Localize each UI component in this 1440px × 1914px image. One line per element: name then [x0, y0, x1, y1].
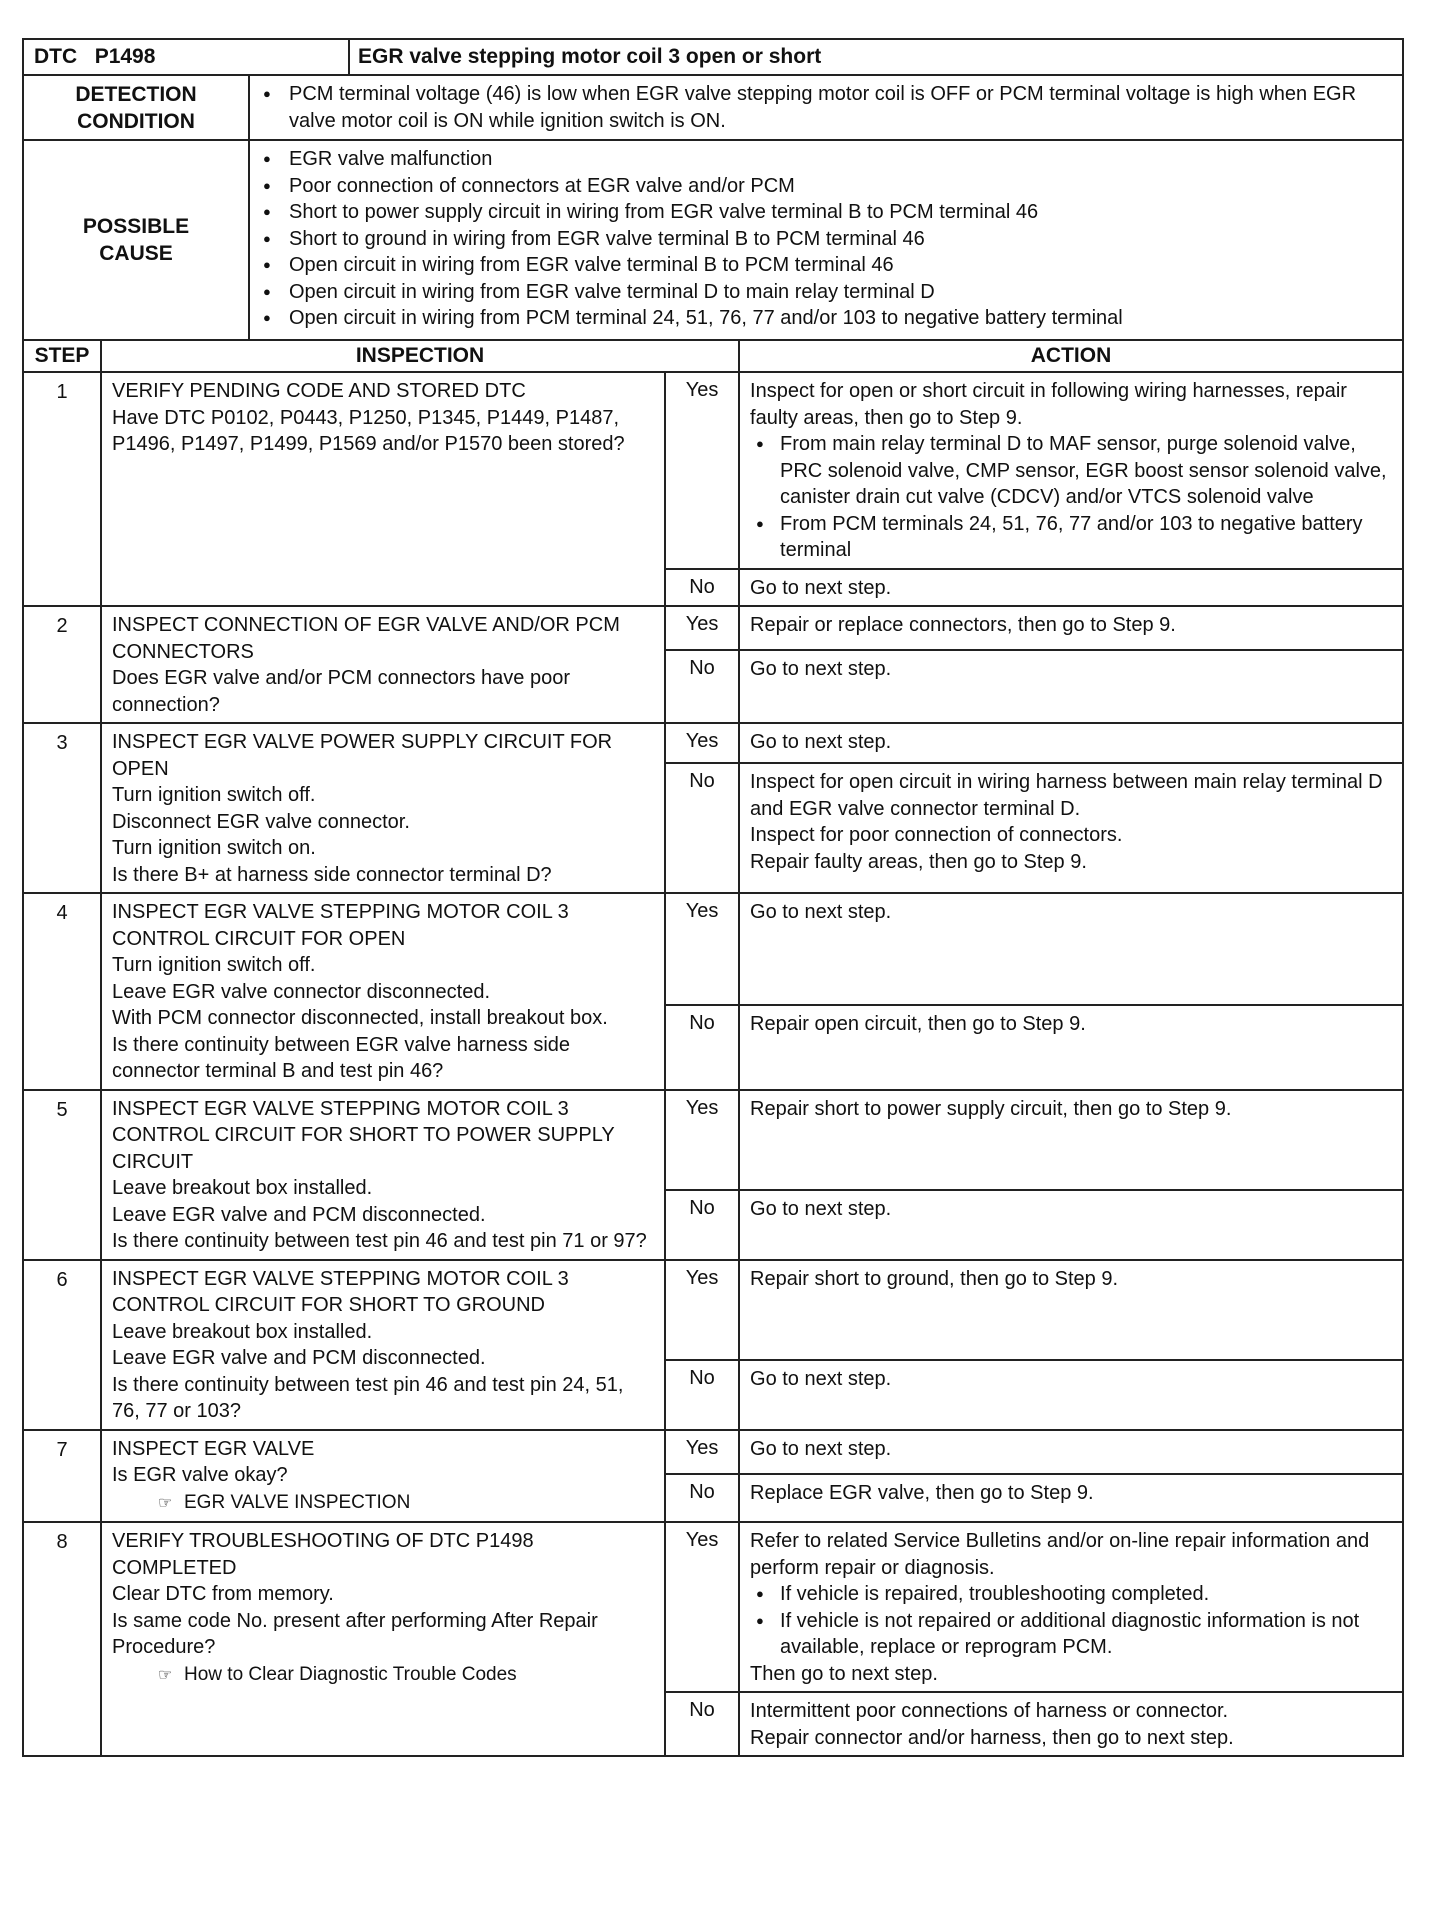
no-action: Replace EGR valve, then go to Step 9. [739, 1474, 1403, 1523]
inspection-title: VERIFY TROUBLESHOOTING OF DTC P1498 COMPLETED [112, 1530, 534, 1579]
step-inspection [101, 1260, 665, 1430]
step-row [23, 723, 1403, 763]
action-text: Refer to related Service Bulletins and/or on-line repair information and perform repair or diagnosis. [750, 1530, 1370, 1579]
step-number: 6 [23, 1260, 101, 1430]
dtc-title: EGR valve stepping motor coil 3 open or short [349, 39, 1403, 75]
detection-item: ● PCM terminal voltage (46) is low when EGR valve stepping motor coil is OFF or PCM terminal voltage is high when EGR valve motor coil is ON while ignition switch is ON. [259, 81, 1393, 134]
step-number: 1 [23, 372, 101, 606]
cause-item: ● Open circuit in wiring from EGR valve terminal D to main relay terminal D [259, 279, 1393, 306]
no-label: No [665, 650, 739, 723]
dtc-code-cell [23, 39, 349, 75]
action-text: Intermittent poor connections of harness or connector. [750, 1700, 1229, 1722]
inspection-title: INSPECT EGR VALVE [112, 1437, 315, 1460]
inspection-line: Turn ignition switch off. [112, 784, 316, 806]
yes-action: Go to next step. [739, 723, 1403, 763]
no-action [739, 1692, 1403, 1756]
action-bullet: ● From main relay terminal D to MAF sensor, purge solenoid valve, PRC solenoid valve, CMP sensor, EGR boost sensor solenoid valve, canister drain cut valve (CDCV) and/or VTCS solenoid valve [750, 431, 1394, 511]
inspection-line: Have DTC P0102, P0443, P1250, P1345, P1449, P1487, P1496, P1497, P1499, P1569 and/or P1570 been stored? [112, 406, 625, 455]
yes-label: Yes [665, 606, 739, 650]
step-row [23, 606, 1403, 650]
step-row [23, 1090, 1403, 1190]
inspection-line: Leave EGR valve and PCM disconnected. [112, 1203, 486, 1226]
step-column-header: STEP [23, 340, 101, 372]
detection-label-line2: CONDITION [77, 109, 195, 133]
cause-item: ● Short to power supply circuit in wiring from EGR valve terminal B to PCM terminal 46 [259, 199, 1393, 226]
cause-item: ● Open circuit in wiring from EGR valve terminal B to PCM terminal 46 [259, 252, 1393, 279]
dtc-code: P1498 [94, 45, 156, 68]
pointing-hand-icon: ☞ [158, 1494, 173, 1512]
no-action: Go to next step. [739, 650, 1403, 723]
step-row [23, 893, 1403, 1005]
action-bullet: ● From PCM terminals 24, 51, 76, 77 and/or 103 to negative battery terminal [750, 511, 1394, 564]
step-number: 8 [23, 1522, 101, 1756]
inspection-line: Turn ignition switch on. [112, 837, 316, 859]
step-inspection [101, 723, 665, 893]
dtc-procedure-sheet [22, 38, 1404, 1757]
possible-cause-label-line2: CAUSE [99, 242, 173, 265]
no-label: No [665, 569, 739, 607]
possible-cause-cell [249, 140, 1403, 340]
yes-action: Repair short to ground, then go to Step 9. [739, 1260, 1403, 1360]
no-action: Go to next step. [739, 1360, 1403, 1430]
cause-item: ● Short to ground in wiring from EGR valve terminal B to PCM terminal 46 [259, 226, 1393, 253]
no-action [739, 763, 1403, 893]
step-inspection [101, 372, 665, 606]
yes-action: Repair short to power supply circuit, then go to Step 9. [739, 1090, 1403, 1190]
no-label: No [665, 1474, 739, 1523]
step-number: 3 [23, 723, 101, 893]
yes-action [739, 1522, 1403, 1692]
dtc-header-table [22, 38, 1404, 341]
inspection-line: Does EGR valve and/or PCM connectors have poor connection? [112, 667, 570, 716]
yes-label: Yes [665, 1090, 739, 1190]
inspection-title: INSPECT EGR VALVE POWER SUPPLY CIRCUIT FOR OPEN [112, 731, 613, 780]
inspection-line: Is same code No. present after performing After Repair Procedure? [112, 1609, 598, 1658]
step-inspection [101, 893, 665, 1090]
inspection-line: Leave EGR valve and PCM disconnected. [112, 1347, 486, 1369]
inspection-line: Disconnect EGR valve connector. [112, 810, 410, 833]
step-number: 5 [23, 1090, 101, 1260]
cause-item: ● Open circuit in wiring from PCM terminal 24, 51, 76, 77 and/or 103 to negative battery terminal [259, 305, 1393, 332]
yes-action: Repair or replace connectors, then go to Step 9. [739, 606, 1403, 650]
action-text: Inspect for poor connection of connectors. [750, 824, 1123, 846]
step-number: 2 [23, 606, 101, 723]
detection-label-line1: DETECTION [75, 82, 197, 106]
step-row [23, 372, 1403, 569]
inspection-title: VERIFY PENDING CODE AND STORED DTC [112, 380, 526, 402]
step-number: 7 [23, 1430, 101, 1523]
step-row [23, 1260, 1403, 1360]
possible-cause-label-line1: POSSIBLE [82, 215, 190, 238]
inspection-line: Is there B+ at harness side connector terminal D? [112, 863, 552, 886]
inspection-line: Turn ignition switch off. [112, 954, 316, 976]
step-row [23, 1430, 1403, 1474]
yes-action [739, 372, 1403, 569]
no-label: No [665, 1190, 739, 1260]
inspection-line: Is there continuity between test pin 46 and test pin 71 or 97? [112, 1230, 647, 1252]
no-label: No [665, 1005, 739, 1090]
yes-action: Go to next step. [739, 1430, 1403, 1474]
action-text: Repair faulty areas, then go to Step 9. [750, 850, 1087, 873]
inspection-line: Is there continuity between test pin 46 and test pin 24, 51, 76, 77 or 103? [112, 1373, 624, 1422]
inspection-line: With PCM connector disconnected, install breakout box. [112, 1007, 608, 1029]
inspection-title: INSPECT EGR VALVE STEPPING MOTOR COIL 3 CONTROL CIRCUIT FOR SHORT TO POWER SUPPLY CIRCUIT [112, 1097, 615, 1173]
yes-action: Go to next step. [739, 893, 1403, 1005]
possible-cause-label [23, 140, 249, 340]
inspection-line: Leave breakout box installed. [112, 1177, 373, 1199]
inspection-title: INSPECT EGR VALVE STEPPING MOTOR COIL 3 CONTROL CIRCUIT FOR OPEN [112, 901, 569, 950]
yes-label: Yes [665, 1522, 739, 1692]
inspection-line: Leave EGR valve connector disconnected. [112, 980, 490, 1003]
inspection-line: Is there continuity between EGR valve harness side connector terminal B and test pin 46? [112, 1033, 571, 1082]
action-text: Inspect for open circuit in wiring harness between main relay terminal D and EGR valve connector terminal D. [750, 771, 1383, 820]
yes-label: Yes [665, 723, 739, 763]
reference-text: How to Clear Diagnostic Trouble Codes [184, 1663, 517, 1685]
dtc-code-label: DTC [34, 45, 78, 68]
no-label: No [665, 763, 739, 893]
pointing-hand-icon: ☞ [158, 1666, 173, 1684]
step-inspection [101, 1522, 665, 1756]
step-inspection [101, 1430, 665, 1523]
action-text: Repair connector and/or harness, then go to next step. [750, 1726, 1234, 1749]
reference-link[interactable] [112, 1661, 656, 1690]
action-text: Then go to next step. [750, 1662, 938, 1685]
step-inspection [101, 1090, 665, 1260]
action-bullet: ● If vehicle is repaired, troubleshooting completed. [750, 1581, 1394, 1608]
no-action: Go to next step. [739, 569, 1403, 607]
no-label: No [665, 1360, 739, 1430]
detection-condition-cell [249, 75, 1403, 140]
no-label: No [665, 1692, 739, 1756]
reference-link[interactable] [112, 1489, 656, 1518]
reference-text: EGR VALVE INSPECTION [184, 1491, 411, 1513]
action-bullet: ● If vehicle is not repaired or additional diagnostic information is not available, replace or reprogram PCM. [750, 1608, 1394, 1661]
step-row [23, 1522, 1403, 1692]
inspection-line: Leave breakout box installed. [112, 1320, 373, 1343]
inspection-line: Clear DTC from memory. [112, 1583, 334, 1605]
step-number: 4 [23, 893, 101, 1090]
detection-condition-label [23, 75, 249, 140]
no-action: Go to next step. [739, 1190, 1403, 1260]
inspection-line: Is EGR valve okay? [112, 1464, 288, 1486]
yes-label: Yes [665, 1260, 739, 1360]
inspection-column-header: INSPECTION [101, 340, 739, 372]
no-action: Repair open circuit, then go to Step 9. [739, 1005, 1403, 1090]
yes-label: Yes [665, 893, 739, 1005]
inspection-title: INSPECT CONNECTION OF EGR VALVE AND/OR PCM CONNECTORS [112, 614, 620, 663]
cause-item: ● Poor connection of connectors at EGR valve and/or PCM [259, 173, 1393, 200]
steps-table [22, 339, 1404, 1757]
yes-label: Yes [665, 372, 739, 569]
action-column-header: ACTION [739, 340, 1403, 372]
cause-item: ● EGR valve malfunction [259, 146, 1393, 173]
yes-label: Yes [665, 1430, 739, 1474]
step-inspection [101, 606, 665, 723]
inspection-title: INSPECT EGR VALVE STEPPING MOTOR COIL 3 CONTROL CIRCUIT FOR SHORT TO GROUND [112, 1267, 569, 1316]
action-text: Inspect for open or short circuit in following wiring harnesses, repair faulty areas, then go to Step 9. [750, 380, 1347, 429]
